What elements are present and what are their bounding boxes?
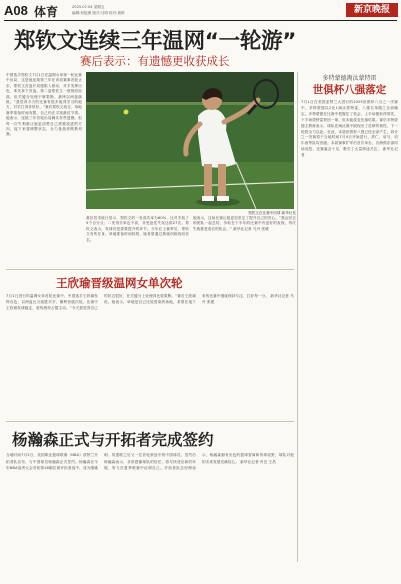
main-story-col1: 中国选手郑钦文7月1日在温网女单第一轮比赛中出局，这是她连续第三年在该项赛事首轮止步。郑钦文首盘开局便陷入被动，对手发挥出色，率先拿下首盘。第二盘郑钦文一度扳回局面，但关键分处理不够果断，最终以两盘落败。“我觉得今天的比赛有很多值得学习的地方，对手打得非常好。”赛后郑钦文坦言，草地赛季准备时间有限，自己仍在寻找最佳节奏。她表示，连续三年首轮出局确实有些遗憾，但每一次失利都让她更清楚自己需要改进的方向，接下来将调整状态，全力备战美网系列赛。 <box>6 73 82 137</box>
newspaper-logo: 新京晚报 <box>346 3 398 17</box>
main-story-col3: 她表示，这场比赛让她更加坚定了提升自己的决心。“我会回去和团队一起总结，争取在下半年的比赛中有更好的表现。每次失败都是成长的机会。” 新华社记者 马丹 张媛 <box>193 216 296 231</box>
main-subheadline: 赛后表示：有遗憾更收获成长 <box>80 54 230 68</box>
side-story-headline: 世俱杯八强落定 <box>312 84 387 96</box>
issue-date: 2025.07.04 星期五 <box>72 5 105 9</box>
story2-headline: 王欣瑜晋级温网女单次轮 <box>56 276 183 290</box>
story3-body: 当地时间7月2日，美国职业篮球联赛（NBA）波特兰开拓者队宣布，与中国球员杨瀚森正式签约。杨瀚森在今年NBA选秀大会首轮第16顺位被开拓者选中，成为继姚明、易建联之后又一位首轮被选中的中国球员。签约后杨瀚森表示，非常感谢球队的信任，将尽快适应新的环境，努力在夏季联赛中证明自己。开拓者队总经理表示，杨瀚森拥有出色的篮球智商和传球视野，球队对他的未来发展充满信心。 新华社记者 肖芸 王昌 <box>6 453 294 471</box>
side-column-divider <box>297 72 298 562</box>
tennis-photo <box>86 72 294 209</box>
story3-top-rule <box>6 421 294 422</box>
editor-credits: 编辑:何振康 版式:马明 校对:唐婷 <box>72 11 125 15</box>
side-story-body: 7月1日在美国亚特兰大进行的2025世俱杯八分之一决赛中，多特蒙德以2比1淘汰蒙特雷，八强名单随之全部确定。多特蒙德在比赛中把握住了机会，上半场便取得领先，下半场蒙特雷扳回一球，但未能改变比赛结果。赛后多特蒙德主教练表示，球队在淘汰赛中展现出了足够的韧性，下一轮将全力以赴。至此，本届世俱杯八强已经全部产生，四分之一决赛将于当地时间7月4日开始进行，拜仁、皇马、切尔西等队均晋级。本届赛事扩军后首次举办，各洲俱乐部同场竞技，比赛悬念十足，吸引了大量球迷关注。 新华社记者 <box>301 100 398 158</box>
photo-caption: 郑钦文在比赛中回球 新华社发 <box>248 211 296 215</box>
page-number: A08 <box>4 3 28 18</box>
header-rule <box>4 20 397 21</box>
main-headline: 郑钦文连续三年温网“一轮游” <box>14 29 297 54</box>
story2-body: 7月1日进行的温网女单首轮比赛中，中国选手王欣瑜发挥出色，以两盘比分战胜对手，顺利晋级次轮。比赛中王欣瑜发球稳定，底线相持占据主动。“今天我觉得自己的状态很好，在关键分上处理得比较果断。”赛后王欣瑜说。她表示，草地是自己比较喜欢的场地，希望在接下来的比赛中继续保持专注，打好每一分。 新华社记者 马丹 张媛 <box>6 294 294 310</box>
tennis-player-illustration <box>86 72 294 209</box>
story2-top-rule <box>6 269 294 270</box>
section-name: 体育 <box>34 5 59 19</box>
side-story-kicker: 多特蒙德淘汰蒙特雷 <box>322 75 377 82</box>
story3-headline: 杨瀚森正式与开拓者完成签约 <box>12 431 214 449</box>
main-story-col2: 赛后技术统计显示，郑钦文的一发成功率为60%，比对手低了5个百分点；二发得分率也不高，非受迫性失误达到27次。郑钦文表示，发球仍是需要提升的环节。今年红土赛季后，郑钦文有伤在身，草地准备时间较短，她希望通过系统训练找回状态。 <box>86 216 189 242</box>
